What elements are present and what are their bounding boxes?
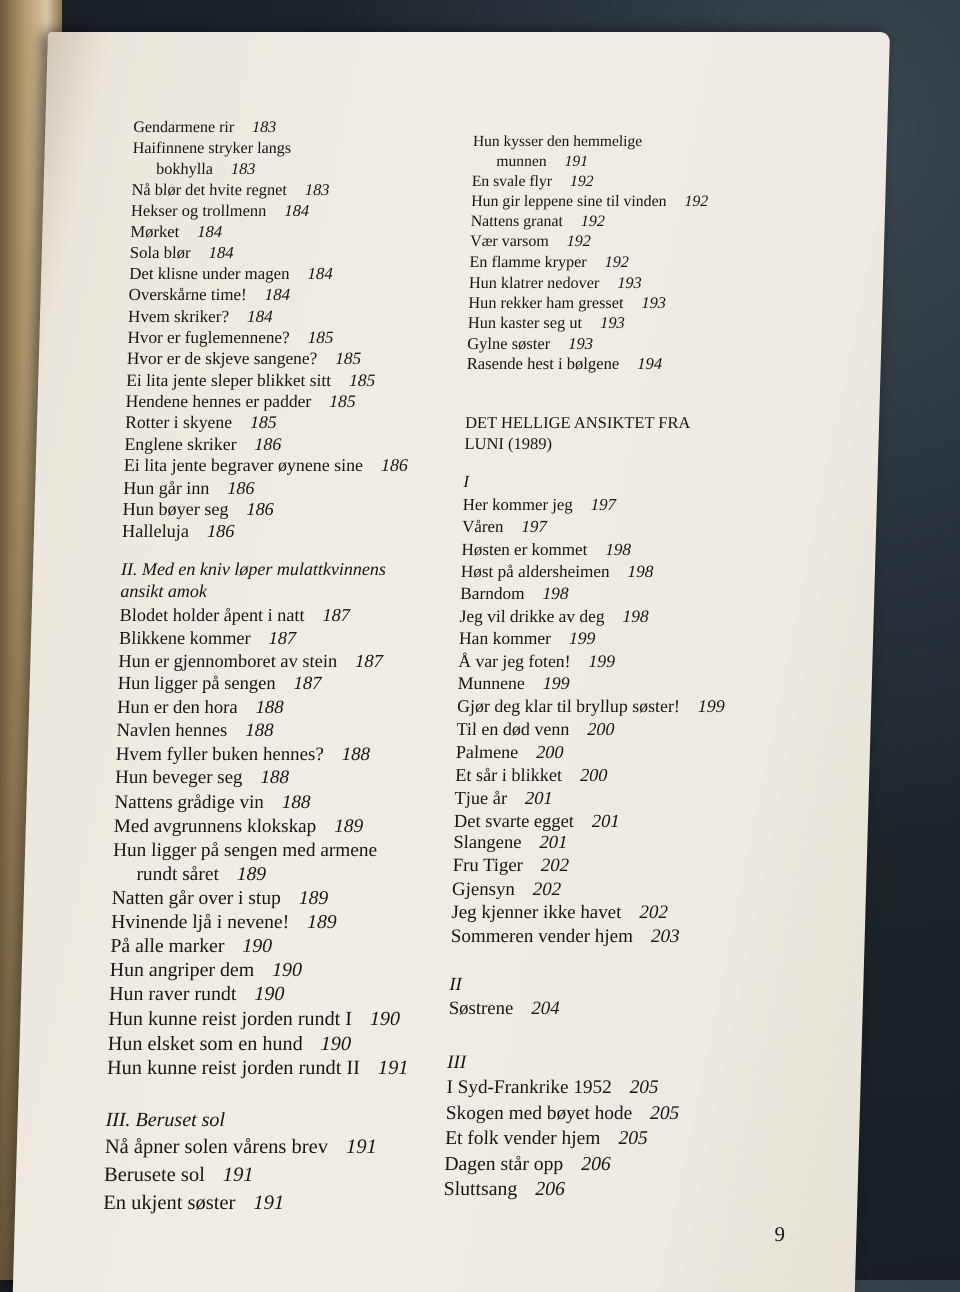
entry-title: Hvor er de skjeve sangene? xyxy=(126,349,318,369)
toc-entry xyxy=(114,793,311,812)
entry-title: Et folk vender hjem xyxy=(444,1128,601,1150)
toc-entry xyxy=(458,650,616,671)
entry-page-number: 183 xyxy=(304,180,330,200)
entry-title: Hun kunne reist jorden rundt I xyxy=(108,1008,353,1031)
entry-page-number: 191 xyxy=(377,1057,409,1080)
entry-title: Hun gir leppene sine til vinden xyxy=(471,193,667,211)
entry-page-number: 190 xyxy=(369,1008,401,1031)
entry-page-number: 192 xyxy=(580,213,606,231)
entry-title: I Syd-Frankrike 1952 xyxy=(446,1077,613,1099)
entry-title: Haifinnene stryker langs xyxy=(132,139,292,157)
toc-entry xyxy=(107,1058,409,1078)
entry-title: En ukjent søster xyxy=(102,1191,236,1214)
entry-title: Det klisne under magen xyxy=(128,263,290,283)
entry-title: Våren xyxy=(461,516,504,536)
entry-page-number: 185 xyxy=(334,349,362,369)
entry-title: Her kommer jeg xyxy=(462,494,574,514)
entry-page-number: 185 xyxy=(307,328,334,348)
entry-title: Å var jeg foten! xyxy=(458,650,571,671)
toc-entry xyxy=(456,720,614,738)
entry-page-number: 187 xyxy=(354,650,384,671)
entry-page-number: 192 xyxy=(566,233,592,251)
entry-page-number: 185 xyxy=(329,391,356,411)
toc-entry xyxy=(123,479,255,497)
entry-title: Halleluja xyxy=(121,520,190,541)
toc-entry xyxy=(473,134,643,150)
toc-entry xyxy=(472,174,594,190)
entry-title: Englene skriker xyxy=(124,433,237,454)
toc-entry xyxy=(443,1180,565,1200)
entry-title: Hun beveger seg xyxy=(114,767,243,789)
toc-entry xyxy=(116,696,284,718)
entry-page-number: 199 xyxy=(697,695,725,716)
entry-title: Hun klatrer nedover xyxy=(468,273,600,292)
entry-title: Høst på aldersheimen xyxy=(460,562,610,582)
entry-page-number: 190 xyxy=(320,1032,352,1055)
entry-page-number: 204 xyxy=(531,998,560,1020)
entry-page-number: 184 xyxy=(208,242,234,262)
toc-entry xyxy=(454,789,553,807)
part-label: II xyxy=(449,975,462,996)
entry-title: Nattens granat xyxy=(470,213,564,231)
entry-title: Hun rekker ham gresset xyxy=(468,293,624,313)
toc-entry xyxy=(469,275,642,291)
entry-page-number: 198 xyxy=(622,605,649,626)
toc-entry xyxy=(109,985,285,1005)
entry-page-number: 201 xyxy=(591,810,620,831)
toc-entry xyxy=(136,865,266,884)
entry-page-number: 189 xyxy=(334,815,364,837)
book-page xyxy=(13,32,890,1292)
entry-page-number: 200 xyxy=(587,719,615,740)
entry-title: Nå blør det hvite regnet xyxy=(131,180,288,200)
entry-page-number: 193 xyxy=(567,333,594,353)
entry-title: Søstrene xyxy=(448,998,514,1020)
entry-title: Hvem fyller buken hennes? xyxy=(115,743,325,765)
toc-entry xyxy=(127,329,334,346)
entry-page-number: 186 xyxy=(380,455,409,476)
toc-entry xyxy=(126,369,376,390)
toc-entry xyxy=(125,393,355,411)
toc-entry xyxy=(452,857,569,876)
toc-entry xyxy=(109,958,303,981)
entry-page-number: 184 xyxy=(307,263,334,283)
entry-title: Hvor er fuglemennene? xyxy=(127,328,290,348)
entry-page-number: 188 xyxy=(341,743,371,765)
toc-entry xyxy=(448,1000,559,1019)
toc-entry xyxy=(456,695,725,716)
entry-page-number: 187 xyxy=(322,604,351,625)
entry-page-number: 198 xyxy=(542,584,569,604)
entry-title: Navlen hennes xyxy=(116,720,228,742)
toc-entry xyxy=(446,1104,680,1123)
entry-page-number: 197 xyxy=(521,516,548,536)
entry-title: Munnene xyxy=(457,673,526,694)
entry-title: munnen xyxy=(496,153,547,170)
toc-entry xyxy=(156,161,256,177)
entry-page-number: 191 xyxy=(345,1135,378,1158)
entry-title: Slangene xyxy=(453,832,522,854)
toc-entry xyxy=(462,494,617,514)
entry-page-number: 189 xyxy=(306,911,337,933)
toc-entry xyxy=(128,308,273,325)
toc-entry xyxy=(107,1034,351,1054)
entry-page-number: 189 xyxy=(298,887,329,909)
entry-title: Vær varsom xyxy=(469,233,550,251)
toc-entry xyxy=(470,234,591,250)
entry-title: Høsten er kommet xyxy=(461,539,588,559)
entry-title: Skogen med bøyet hode xyxy=(445,1102,633,1124)
entry-page-number: 184 xyxy=(197,222,223,241)
entry-title: Nattens grådige vin xyxy=(114,792,265,814)
entry-page-number: 188 xyxy=(245,720,274,742)
entry-page-number: 183 xyxy=(230,160,256,179)
entry-title: Blikkene kommer xyxy=(118,627,251,648)
entry-title: Ei lita jente sleper blikket sitt xyxy=(126,369,332,390)
entry-page-number: 183 xyxy=(251,119,277,136)
entry-title: Hun ligger på sengen med armene xyxy=(112,839,378,861)
entry-title: Berusete sol xyxy=(103,1163,206,1186)
entry-title: Jeg vil drikke av deg xyxy=(459,605,605,626)
toc-entry xyxy=(112,889,329,909)
toc-entry xyxy=(118,675,322,694)
entry-title: Han kommer xyxy=(458,628,552,649)
entry-page-number: 190 xyxy=(271,958,303,981)
entry-page-number: 202 xyxy=(532,878,562,900)
toc-entry xyxy=(127,350,362,367)
toc-entry xyxy=(131,182,329,198)
toc-entry xyxy=(456,743,564,761)
entry-title: Jeg kjenner ikke havet xyxy=(451,901,622,923)
part-label: I xyxy=(463,471,470,491)
entry-page-number: 191 xyxy=(564,153,589,170)
toc-entry xyxy=(104,1165,254,1186)
toc-entry xyxy=(467,333,594,353)
toc-entry xyxy=(128,263,334,283)
entry-page-number: 192 xyxy=(684,193,709,211)
toc-entry xyxy=(124,457,409,475)
entry-title: Gendarmene rir xyxy=(133,119,235,136)
entry-page-number: 189 xyxy=(236,863,267,885)
toc-entry xyxy=(461,516,548,536)
entry-page-number: 205 xyxy=(649,1102,680,1124)
entry-title: Med avgrunnens klokskap xyxy=(113,815,317,837)
page-number: 9 xyxy=(774,1222,786,1246)
toc-entry xyxy=(133,120,276,136)
entry-title: Hekser og trollmenn xyxy=(130,201,267,221)
entry-page-number: 193 xyxy=(599,313,625,333)
toc-entry xyxy=(466,356,662,373)
entry-page-number: 205 xyxy=(618,1128,649,1150)
entry-title: En flamme kryper xyxy=(469,253,587,271)
toc-entry xyxy=(125,414,277,432)
entry-page-number: 186 xyxy=(246,499,275,520)
entry-title: En svale flyr xyxy=(471,173,553,191)
toc-entry xyxy=(455,766,608,784)
entry-page-number: 187 xyxy=(293,673,322,695)
toc-entry xyxy=(450,927,679,946)
entry-page-number: 202 xyxy=(639,901,669,923)
toc-entry xyxy=(458,675,570,693)
toc-entry xyxy=(459,605,649,626)
entry-page-number: 199 xyxy=(542,673,570,694)
entry-page-number: 200 xyxy=(535,742,564,763)
toc-entry xyxy=(469,255,629,271)
entry-title: Hvinende ljå i nevene! xyxy=(110,911,290,933)
toc-entry xyxy=(129,242,234,262)
entry-page-number: 186 xyxy=(206,520,235,541)
toc-entry xyxy=(461,541,631,558)
entry-page-number: 184 xyxy=(264,285,291,304)
toc-entry xyxy=(105,1137,377,1158)
toc-entry xyxy=(461,563,654,580)
entry-title: Barndom xyxy=(460,584,525,604)
toc-entry xyxy=(128,287,290,304)
toc-entry xyxy=(122,522,235,540)
toc-entry xyxy=(116,722,274,741)
toc-entry xyxy=(111,913,337,933)
entry-title: Hun går inn xyxy=(122,477,210,498)
toc-entry xyxy=(496,154,588,170)
entry-title: Hun er gjennomboret av stein xyxy=(118,650,338,671)
entry-title: Hun kaster seg ut xyxy=(467,313,583,333)
entry-title: På alle marker xyxy=(110,934,225,957)
entry-title: Til en død venn xyxy=(456,719,570,740)
toc-entry xyxy=(451,901,669,923)
entry-page-number: 186 xyxy=(227,477,255,498)
entry-title: Fru Tiger xyxy=(452,855,524,877)
toc-entry xyxy=(103,1193,284,1214)
entry-title: Blodet holder åpent i natt xyxy=(119,604,305,625)
entry-page-number: 198 xyxy=(627,562,654,582)
toc-entry xyxy=(113,841,377,860)
entry-title: Gjør deg klar til bryllup søster! xyxy=(456,695,681,716)
entry-page-number: 192 xyxy=(604,253,630,271)
entry-page-number: 191 xyxy=(222,1163,254,1186)
entry-page-number: 199 xyxy=(588,650,616,671)
entry-title: Gylne søster xyxy=(467,333,551,353)
toc-entry xyxy=(124,433,282,454)
entry-title: Tjue år xyxy=(454,787,508,808)
entry-title: Hvem skriker? xyxy=(127,307,230,327)
entry-title: Hun bøyer seg xyxy=(122,499,229,520)
entry-title: Hun kunne reist jorden rundt II xyxy=(106,1057,361,1080)
entry-page-number: 198 xyxy=(605,539,632,559)
entry-title: Ei lita jente begraver øynene sine xyxy=(123,455,364,476)
toc-entry xyxy=(445,1129,648,1149)
toc-entry xyxy=(460,585,569,602)
entry-title: Hun er den hora xyxy=(116,696,238,718)
entry-page-number: 202 xyxy=(540,855,570,877)
toc-entry xyxy=(131,203,310,219)
section-heading: III. Beruset sol xyxy=(105,1108,226,1131)
entry-title: Palmene xyxy=(455,742,519,763)
entry-page-number: 206 xyxy=(535,1178,566,1201)
entry-title: bokhylla xyxy=(155,160,214,179)
entry-page-number: 190 xyxy=(254,983,285,1006)
entry-title: Hun raver rundt xyxy=(108,983,237,1006)
entry-title: Hun elsket som en hund xyxy=(107,1032,304,1055)
entry-page-number: 206 xyxy=(580,1152,612,1175)
entry-title: Det svarte egget xyxy=(453,810,575,831)
entry-title: Dagen står opp xyxy=(444,1152,564,1175)
entry-page-number: 197 xyxy=(590,494,617,514)
entry-page-number: 186 xyxy=(254,433,282,454)
entry-title: Sola blør xyxy=(129,242,191,262)
entry-title: Natten går over i stup xyxy=(111,887,282,909)
entry-page-number: 184 xyxy=(284,201,310,221)
entry-title: Nå åpner solen vårens brev xyxy=(104,1135,329,1158)
toc-entry xyxy=(119,606,350,624)
section-heading: II. Med en kniv løper mulattkvinnens xyxy=(120,558,387,579)
entry-page-number: 193 xyxy=(641,293,667,313)
toc-entry xyxy=(115,769,289,788)
toc-entry xyxy=(454,812,620,830)
entry-page-number: 185 xyxy=(249,412,277,433)
entry-title: Hun kysser den hemmelige xyxy=(472,133,643,150)
entry-page-number: 185 xyxy=(348,369,376,390)
toc-entry xyxy=(451,878,562,900)
entry-title: Hun angriper dem xyxy=(109,958,255,981)
entry-title: Gjensyn xyxy=(451,878,516,900)
entry-title: rundt såret xyxy=(136,863,220,885)
toc-entry xyxy=(468,295,666,311)
entry-title: Overskårne time! xyxy=(128,285,247,304)
entry-page-number: 199 xyxy=(568,628,596,649)
section-heading: ansikt amok xyxy=(120,580,208,601)
entry-title: Sluttsang xyxy=(443,1178,518,1201)
toc-entry xyxy=(453,834,568,853)
toc-entry xyxy=(471,194,708,210)
entry-page-number: 188 xyxy=(255,696,284,718)
entry-page-number: 187 xyxy=(268,627,297,648)
entry-page-number: 193 xyxy=(617,273,642,292)
toc-entry xyxy=(118,652,383,670)
toc-entry xyxy=(122,500,274,518)
entry-page-number: 190 xyxy=(242,934,273,957)
entry-page-number: 188 xyxy=(281,792,311,814)
entry-page-number: 194 xyxy=(637,354,663,374)
entry-page-number: 200 xyxy=(579,764,608,785)
entry-page-number: 191 xyxy=(253,1191,285,1214)
entry-title: Hun ligger på sengen xyxy=(117,673,276,695)
toc-entry xyxy=(114,817,364,836)
toc-entry xyxy=(108,1009,400,1029)
entry-page-number: 203 xyxy=(650,925,680,947)
toc-entry xyxy=(459,630,596,648)
entry-title: Sommeren vender hjem xyxy=(450,925,634,947)
toc-entry xyxy=(130,224,222,241)
entry-page-number: 188 xyxy=(260,767,290,789)
entry-page-number: 205 xyxy=(629,1077,659,1099)
toc-entry xyxy=(133,141,292,157)
book-heading: LUNI (1989) xyxy=(464,433,553,453)
entry-title: Et sår i blikket xyxy=(454,764,563,785)
entry-title: Hendene hennes er padder xyxy=(125,391,312,411)
part-label: III xyxy=(446,1052,467,1074)
entry-title: Rasende hest i bølgene xyxy=(466,354,620,374)
entry-page-number: 184 xyxy=(246,307,273,327)
entry-page-number: 192 xyxy=(569,173,594,191)
entry-page-number: 201 xyxy=(539,832,568,854)
book-heading: DET HELLIGE ANSIKTET FRA xyxy=(464,412,691,432)
toc-entry xyxy=(115,743,371,765)
toc-entry xyxy=(468,315,625,331)
entry-title: Rotter i skyene xyxy=(124,412,233,433)
toc-entry xyxy=(119,629,297,647)
toc-entry xyxy=(446,1078,659,1097)
toc-entry xyxy=(470,214,605,230)
toc-entry xyxy=(444,1152,612,1175)
entry-page-number: 201 xyxy=(524,787,553,808)
entry-title: Mørket xyxy=(130,222,180,241)
toc-entry xyxy=(110,934,273,957)
